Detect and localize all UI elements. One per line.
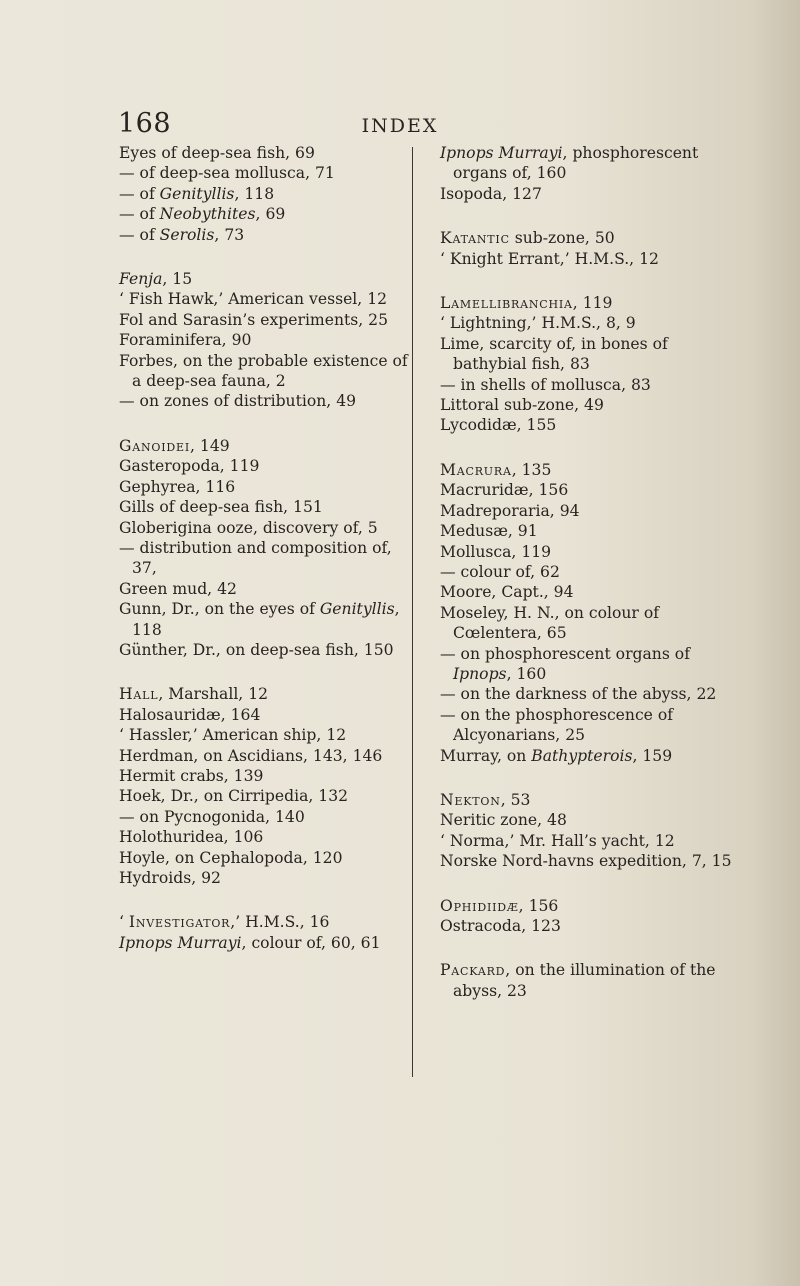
index-entry [119, 456, 409, 476]
entry-text: , colour of, 60, 61 [241, 933, 381, 952]
entry-text: Moore, Capt., 94 [440, 583, 574, 602]
entry-text: Ipnops Murrayi [119, 933, 242, 952]
index-entry [440, 184, 735, 204]
group-spacer [440, 269, 735, 293]
entry-text: ‘ Norma,’ Mr. Hall’s yacht, 12 [440, 831, 675, 850]
entry-text: Halosauridæ, 164 [119, 705, 261, 724]
entry-text: Bathypterois [531, 746, 633, 765]
index-entry [440, 249, 735, 269]
entry-text: Nekton [440, 790, 501, 809]
entry-text: Ophidiidæ [440, 896, 519, 915]
entry-text: ‘ Hassler,’ American ship, 12 [119, 726, 347, 745]
index-entry [440, 521, 735, 541]
entry-text: , 118 [234, 184, 275, 203]
index-entry [119, 330, 409, 350]
running-head: INDEX [361, 115, 439, 137]
entry-text: Isopoda, 127 [440, 184, 542, 203]
entry-text: Madreporaria, 94 [440, 501, 580, 520]
index-entry [119, 518, 409, 538]
index-entry [440, 851, 735, 871]
entry-text: Macruridæ, 156 [440, 481, 569, 500]
index-column-left [119, 143, 409, 953]
entry-text: — on phosphorescent organs of [440, 644, 690, 663]
entry-text: Ostracoda, 123 [440, 917, 561, 935]
entry-text: Serolis [159, 225, 215, 244]
index-entry [119, 725, 409, 745]
index-entry [440, 896, 735, 916]
entry-text: , on the illumination of the abyss, 23 [453, 961, 716, 1000]
entry-text: Günther, Dr., on deep-sea fish, 150 [119, 640, 394, 659]
index-entry [440, 684, 735, 704]
entry-text: Littoral sub-zone, 49 [440, 396, 604, 415]
index-letter-group [119, 912, 409, 953]
index-letter-group [440, 790, 735, 872]
entry-text: Hoek, Dr., on Cirripedia, 132 [119, 787, 349, 806]
index-entry [440, 603, 735, 644]
group-spacer [119, 888, 409, 912]
index-entry [119, 933, 409, 953]
entry-text: ‘ Fish Hawk,’ American vessel, 12 [119, 290, 388, 309]
index-entry [440, 395, 735, 415]
entry-text: Gasteropoda, 119 [119, 457, 260, 476]
group-spacer [119, 660, 409, 684]
entry-text: — of [119, 184, 160, 203]
index-entry [119, 766, 409, 786]
entry-text: , Marshall, 12 [158, 685, 269, 704]
entry-text: Neritic zone, 48 [440, 811, 567, 830]
index-entry [440, 501, 735, 521]
index-letter-group [119, 684, 409, 888]
entry-text: — distribution and composition of, 37, [119, 538, 392, 578]
index-letter-group [440, 896, 735, 937]
entry-text: — of [119, 205, 160, 224]
index-entry [440, 415, 735, 435]
entry-text: — in shells of mollusca, 83 [440, 375, 651, 394]
index-entry [119, 579, 409, 599]
entry-text: Moseley, H. N., on colour of Cœlentera, 65 [440, 603, 659, 643]
entry-text: Gephyrea, 116 [119, 477, 236, 496]
entry-text: Packard [440, 961, 506, 980]
entry-text: , 69 [255, 205, 286, 224]
index-entry [440, 228, 735, 248]
index-entry [119, 310, 409, 330]
entry-text: Eyes of deep-sea fish, 69 [119, 144, 315, 162]
entry-text: Fol and Sarasin’s experiments, 25 [119, 310, 389, 329]
group-spacer [440, 436, 735, 460]
entry-text: Lamellibranchia [440, 294, 573, 313]
index-entry [440, 375, 735, 395]
index-letter-group [119, 143, 409, 245]
entry-text: Ganoidei [119, 436, 190, 455]
index-entry [119, 807, 409, 827]
index-entry [119, 204, 409, 224]
group-spacer [440, 872, 735, 896]
entry-text: Gills of deep-sea fish, 151 [119, 498, 323, 517]
entry-text: ‘ Lightning,’ H.M.S., 8, 9 [440, 314, 636, 333]
index-entry [440, 562, 735, 582]
group-spacer [119, 245, 409, 269]
page-number: 168 [118, 108, 172, 139]
entry-text: Genityllis [159, 184, 235, 203]
index-entry [119, 391, 409, 411]
index-entry [440, 790, 735, 810]
index-entry [440, 143, 735, 184]
entry-text: Katantic [440, 229, 510, 248]
entry-text: — on the phosphorescence of Alcyonarians, 25 [440, 705, 674, 745]
entry-text: ‘ [119, 913, 129, 932]
index-entry [119, 599, 409, 640]
index-entry [119, 640, 409, 660]
index-entry [119, 684, 409, 704]
index-entry [119, 848, 409, 868]
index-entry [440, 480, 735, 500]
index-entry [440, 960, 735, 1001]
entry-text: Forbes, on the probable existence of a deep-sea fauna, 2 [119, 351, 408, 391]
entry-text: Hall [119, 685, 159, 704]
entry-text: Norske Nord-havns expedition, 7, 15 [440, 852, 732, 871]
index-entry [440, 334, 735, 375]
index-entry [119, 289, 409, 309]
index-letter-group [440, 460, 735, 766]
group-spacer [440, 204, 735, 228]
entry-text: Lime, scarcity of, in bones of bathybial fish, 83 [440, 334, 668, 374]
index-letter-group [440, 293, 735, 436]
entry-text: Mollusca, 119 [440, 542, 552, 561]
entry-text: — of [119, 225, 160, 244]
entry-text: ,’ H.M.S., 16 [230, 913, 330, 932]
index-entry [119, 351, 409, 392]
index-entry [119, 497, 409, 517]
entry-text: sub-zone, 50 [509, 229, 615, 248]
group-spacer [440, 766, 735, 790]
index-entry [119, 143, 409, 163]
entry-text: Globerigina ooze, discovery of, 5 [119, 518, 378, 537]
index-entry [440, 746, 735, 766]
entry-text: , phosphorescent organs of, 160 [453, 144, 699, 183]
index-entry [440, 582, 735, 602]
column-divider [412, 147, 413, 1077]
index-letter-group [440, 960, 735, 1001]
entry-text: , 15 [162, 270, 193, 289]
index-entry [440, 644, 735, 685]
index-entry [119, 225, 409, 245]
entry-text: — on Pycnogonida, 140 [119, 807, 305, 826]
index-entry [440, 542, 735, 562]
entry-text: Ipnops Murrayi [440, 144, 563, 162]
index-entry [119, 269, 409, 289]
entry-text: Neobythites [159, 205, 256, 224]
entry-text: Gunn, Dr., on the eyes of [119, 600, 320, 619]
index-entry [119, 538, 409, 579]
index-entry [119, 827, 409, 847]
entry-text: , 159 [632, 746, 673, 765]
entry-text: , 53 [500, 790, 531, 809]
entry-text: , 156 [518, 896, 559, 915]
entry-text: Investigator [128, 913, 231, 932]
entry-text: Hoyle, on Cephalopoda, 120 [119, 848, 343, 867]
entry-text: Genityllis [319, 600, 395, 619]
index-entry [119, 477, 409, 497]
entry-text: , 73 [214, 225, 245, 244]
index-column-right [440, 143, 735, 1001]
index-letter-group [440, 143, 735, 204]
entry-text: ‘ Knight Errant,’ H.M.S., 12 [440, 249, 659, 268]
entry-text: Foraminifera, 90 [119, 331, 252, 350]
group-spacer [440, 936, 735, 960]
index-entry [440, 313, 735, 333]
entry-text: Fenja [119, 270, 163, 289]
entry-text: , 135 [511, 460, 552, 479]
index-entry [119, 912, 409, 932]
index-letter-group [440, 228, 735, 269]
entry-text: Hermit crabs, 139 [119, 766, 264, 785]
entry-text: , 149 [189, 436, 230, 455]
entry-text: — on the darkness of the abyss, 22 [440, 685, 717, 704]
entry-text: — colour of, 62 [440, 562, 560, 581]
entry-text: Ipnops [453, 664, 507, 683]
entry-text: Herdman, on Ascidians, 143, 146 [119, 746, 383, 765]
group-spacer [119, 412, 409, 436]
entry-text: , 118 [132, 600, 400, 639]
index-entry [119, 868, 409, 888]
index-entry [119, 746, 409, 766]
index-entry [440, 916, 735, 936]
index-entry [119, 705, 409, 725]
index-entry [119, 436, 409, 456]
entry-text: Medusæ, 91 [440, 522, 538, 541]
entry-text: Macrura [440, 460, 512, 479]
index-entry [440, 810, 735, 830]
entry-text: Hydroids, 92 [119, 869, 221, 887]
index-entry [440, 831, 735, 851]
index-letter-group [119, 269, 409, 412]
index-entry [440, 705, 735, 746]
entry-text: , 160 [506, 664, 547, 683]
entry-text: , 119 [572, 294, 613, 313]
index-entry [440, 293, 735, 313]
index-entry [440, 460, 735, 480]
entry-text: Murray, on [440, 746, 532, 765]
index-entry [119, 163, 409, 183]
entry-text: Green mud, 42 [119, 579, 237, 598]
entry-text: Holothuridea, 106 [119, 828, 264, 847]
index-entry [119, 786, 409, 806]
index-letter-group [119, 436, 409, 660]
index-entry [119, 184, 409, 204]
entry-text: — on zones of distribution, 49 [119, 392, 357, 411]
entry-text: Lycodidæ, 155 [440, 416, 557, 435]
entry-text: — of deep-sea mollusca, 71 [119, 164, 335, 183]
